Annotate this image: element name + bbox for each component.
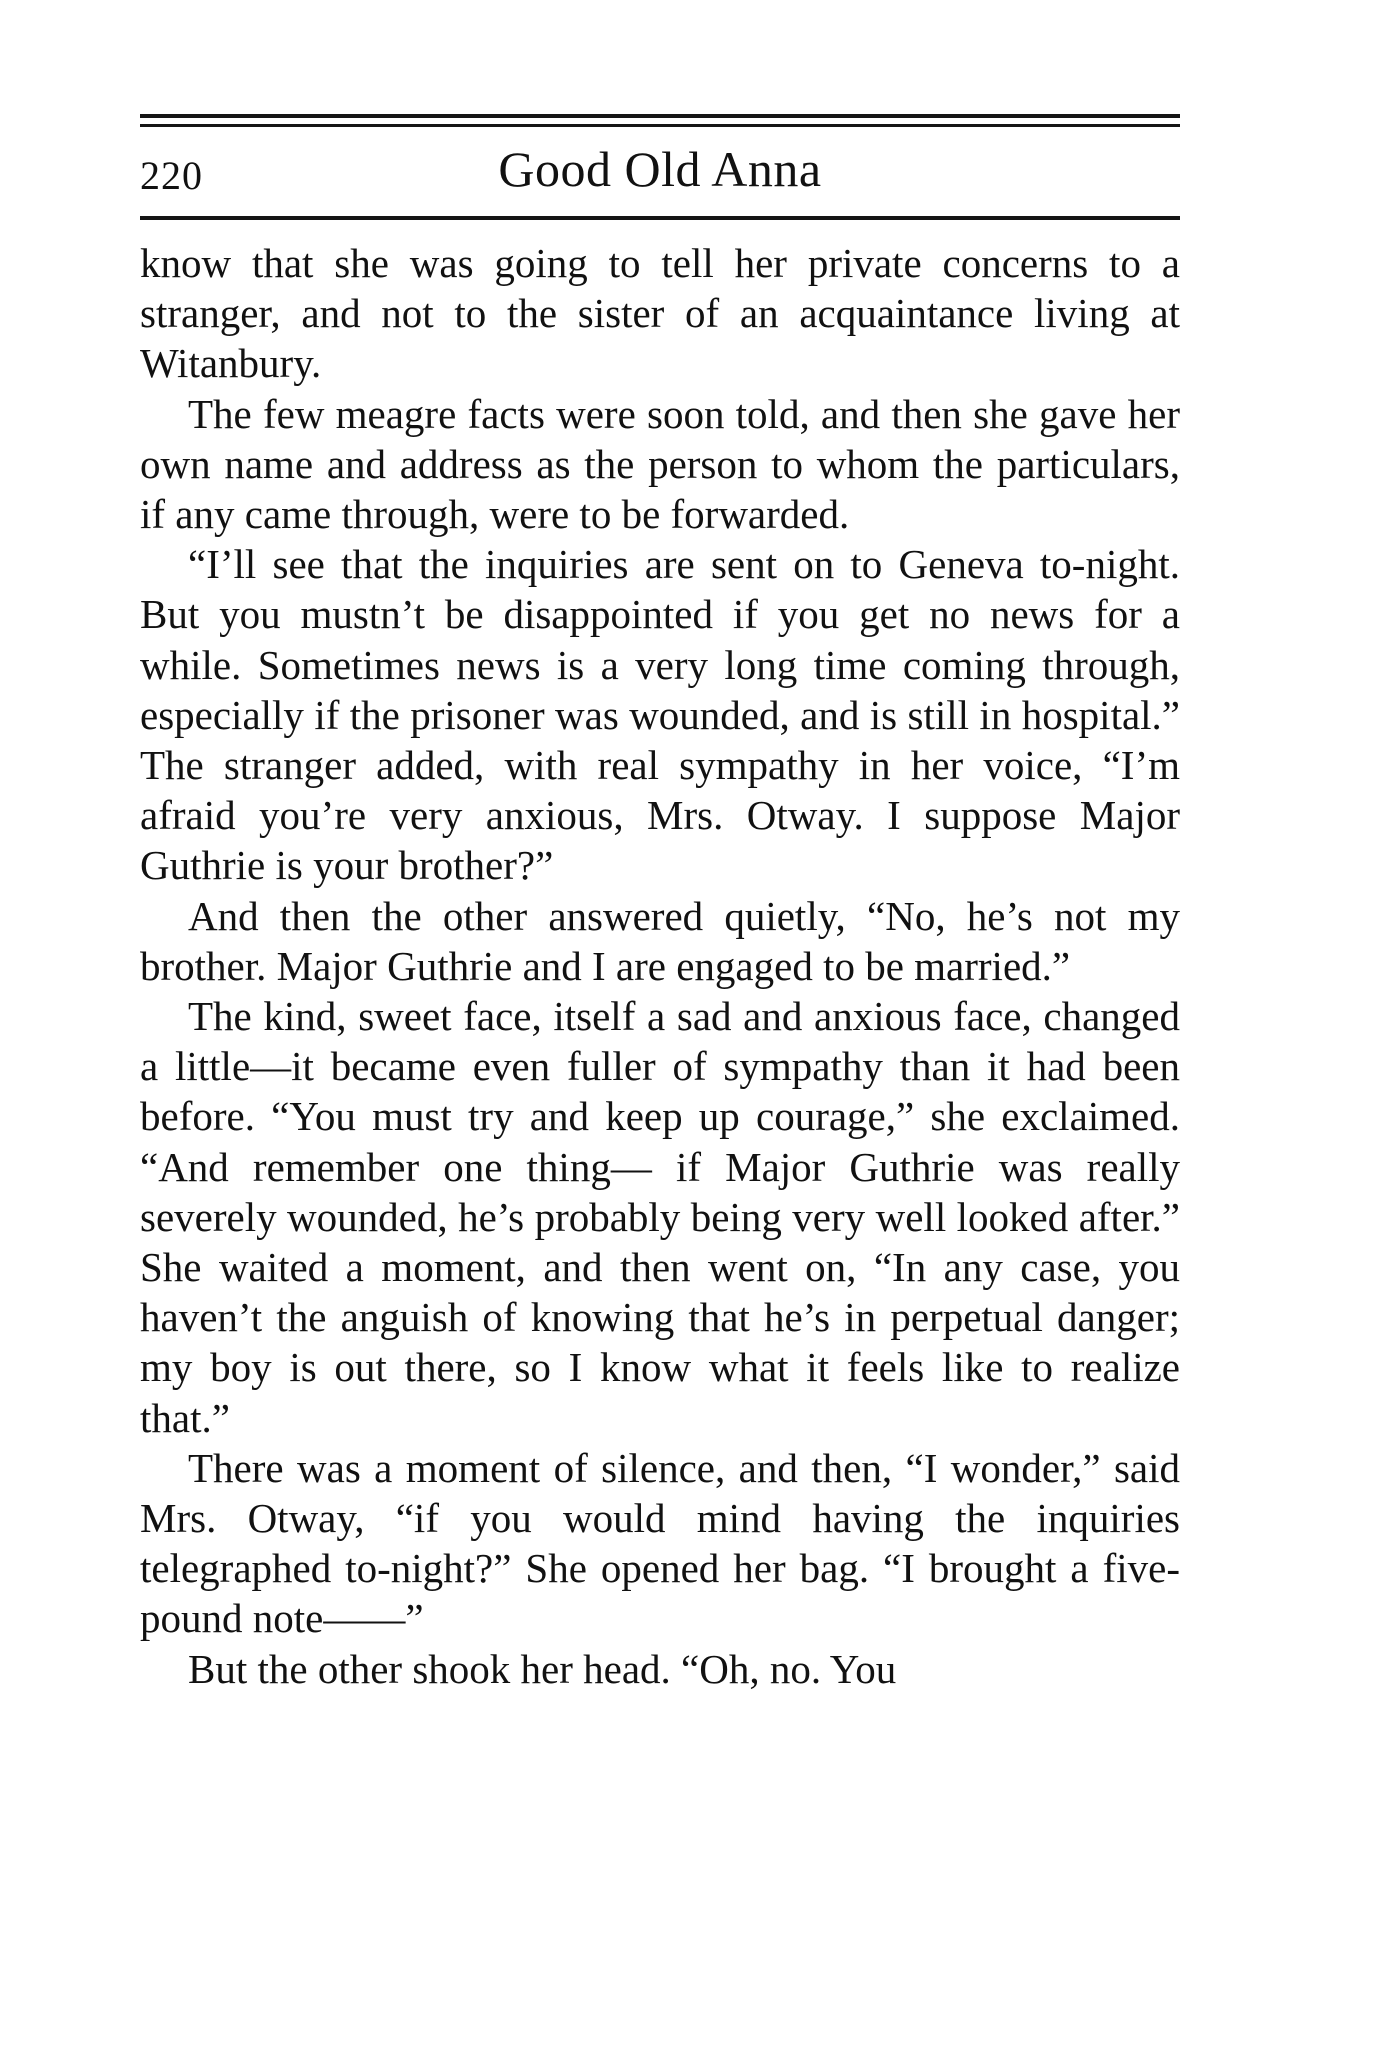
body-text bbox=[140, 238, 1180, 1694]
paragraph: There was a moment of silence, and then, “I wonder,” said Mrs. Otway, “if you would mind having the inquiries telegraphed to-night?” She opened her bag. “I brought a five-pound note——” bbox=[140, 1444, 1180, 1642]
paragraph: And then the other answered quietly, “No, he’s not my brother. Major Guthrie and I are engaged to be married.” bbox=[140, 892, 1180, 989]
header-rule-bottom bbox=[140, 216, 1180, 220]
paragraph-continued: know that she was going to tell her private concerns to a stranger, and not to the sister of an acquaintance living at Witanbury. bbox=[140, 240, 1180, 387]
paragraph: “I’ll see that the inquiries are sent on to Geneva to-night. But you mustn’t be disappointed if you get no news for a while. Sometimes news is a very long time coming through, especially if the prisoner was wounded, and is still in hospital.” The stranger added, with real sympathy in her voice, “I’m afraid you’re very anxious, Mrs. Otway. I suppose Major Guthrie is your brother?” bbox=[140, 541, 1180, 889]
running-header bbox=[140, 138, 1180, 208]
running-title: Good Old Anna bbox=[498, 141, 822, 197]
paragraph: But the other shook her head. “Oh, no. You bbox=[188, 1645, 897, 1692]
paragraph: The few meagre facts were soon told, and then she gave her own name and address as the person to whom the particulars, if any came through, were to be forwarded. bbox=[140, 390, 1180, 538]
header-rule-top-thin bbox=[140, 124, 1180, 127]
page-number: 220 bbox=[140, 153, 203, 198]
header-rule-top bbox=[140, 114, 1180, 118]
paragraph: The kind, sweet face, itself a sad and anxious face, changed a little—it became even fuller of sympathy than it had been before. “You must try and keep up courage,” she exclaimed. “And remember one thing— if Major Guthrie was really severely wounded, he’s probably being very well looked after.” She waited a moment, and then went on, “In any case, you haven’t the anguish of knowing that he’s in perpetual danger; my boy is out there, so I know what it feels like to realize that.” bbox=[140, 993, 1180, 1441]
